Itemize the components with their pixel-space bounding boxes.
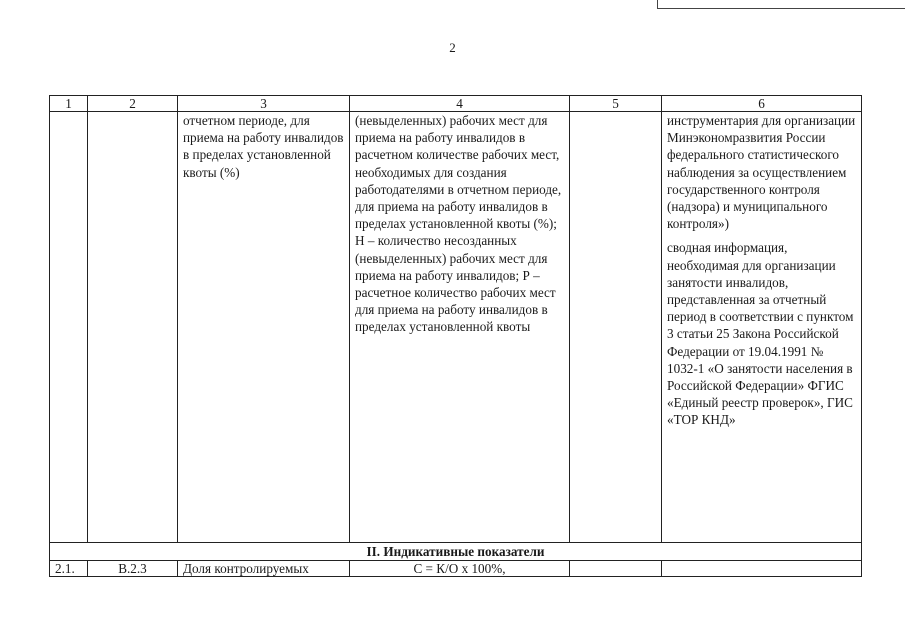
section-heading-row <box>50 543 862 561</box>
row-number-cell: 2.1. <box>50 561 88 577</box>
body-cell-4: (невыделенных) рабочих мест для приема на работу инвалидов в расчетном количестве рабочих мест, необходимых для создания работодателями в отчетном периоде, для приема на работу инвалидов в пределах установленной квоты (%); Н – количество несозданных (невыделенных) рабочих мест для приема на работу инвалидов; Р – расчетное количество рабочих мест для приема на работу инвалидов в пределах установленной квоты <box>350 112 570 543</box>
data-source-paragraph-1: инструментария для организации Минэкономразвития России федерального статистического наблюдения за осуществлением государственного контроля (надзора) и муниципального контроля») <box>667 113 856 232</box>
indicator-code-cell: В.2.3 <box>88 561 178 577</box>
header-cell-4: 4 <box>350 96 570 112</box>
table-row <box>50 112 862 543</box>
last-cell-5 <box>570 561 662 577</box>
indicators-table <box>49 95 862 577</box>
indicator-name-cell: Доля контролируемых <box>178 561 350 577</box>
header-cell-3: 3 <box>178 96 350 112</box>
section-title: II. Индикативные показатели <box>50 543 862 561</box>
header-cell-6: 6 <box>662 96 862 112</box>
body-cell-2 <box>88 112 178 543</box>
last-cell-6 <box>662 561 862 577</box>
header-cell-5: 5 <box>570 96 662 112</box>
formula-cell: С = К/О x 100%, <box>350 561 570 577</box>
header-cell-1: 1 <box>50 96 88 112</box>
corner-frame-mark <box>657 0 905 9</box>
table-row <box>50 561 862 577</box>
data-source-paragraph-2: сводная информация, необходимая для организации занятости инвалидов, представленная за отчетный период в соответствии с пунктом 3 статьи 25 Закона Российской Федерации от 19.04.1991 № 1032-1 «О занятости населения в Российской Федерации» ФГИС «Единый реестр проверок», ГИС «ТОР КНД» <box>667 240 854 428</box>
body-cell-5 <box>570 112 662 543</box>
header-cell-2: 2 <box>88 96 178 112</box>
body-cell-6 <box>662 112 862 543</box>
page-number: 2 <box>449 40 456 55</box>
table-header-row <box>50 96 862 112</box>
body-cell-1 <box>50 112 88 543</box>
body-cell-3: отчетном периоде, для приема на работу инвалидов в пределах установленной квоты (%) <box>178 112 350 543</box>
